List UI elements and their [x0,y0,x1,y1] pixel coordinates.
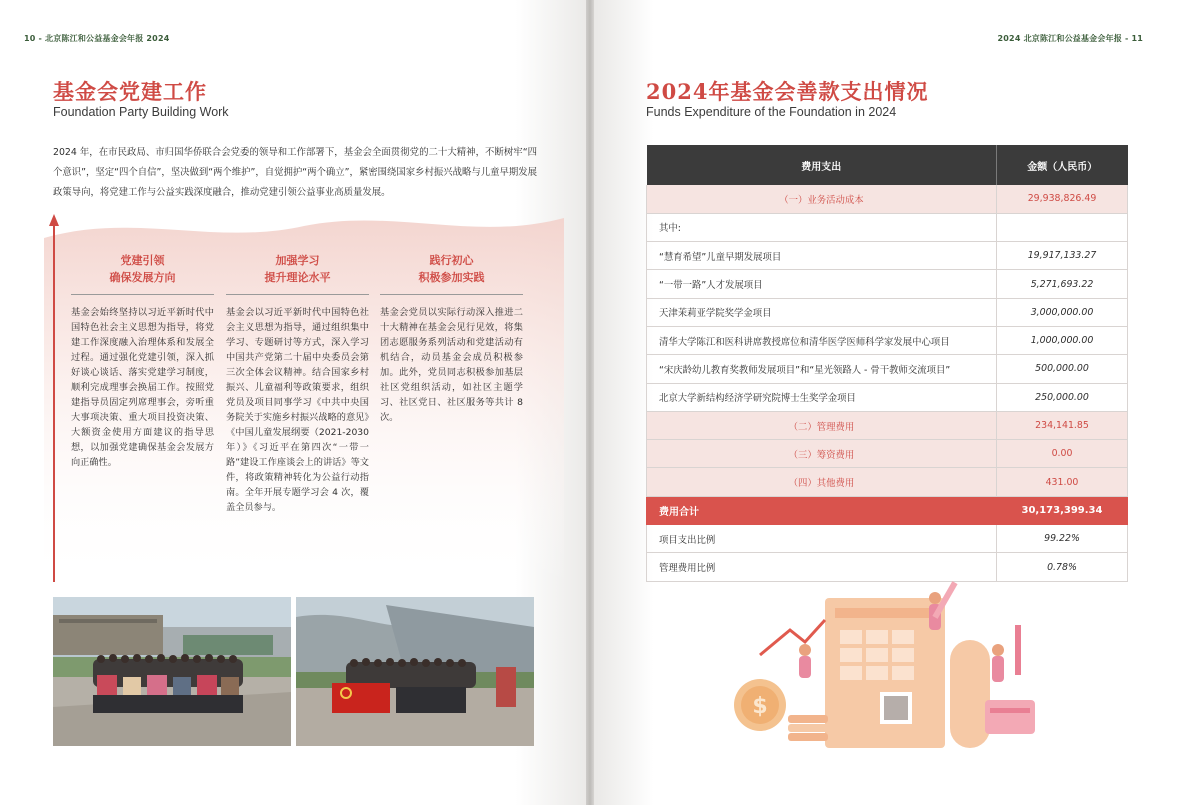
expense-label-cell: 费用合计 [647,496,997,524]
group-photo-plaza [53,597,291,746]
table-row [647,185,1128,213]
amount-cell: 5,271,693.22 [997,270,1128,298]
group-photo-flag [296,597,534,746]
left-running-head: 10 - 北京陈江和公益基金会年报 2024 [24,34,170,43]
column-title [226,252,369,286]
funds-expenditure-table [646,145,1128,582]
column-title-line2: 积极参加实践 [418,271,485,284]
column-divider [226,294,369,295]
table-row [647,298,1128,326]
column-title [380,252,523,286]
expense-label-cell: （二）管理费用 [647,411,997,439]
amount-cell: 19,917,133.27 [997,242,1128,270]
amount-cell: 29,938,826.49 [997,185,1128,213]
column-practice [380,252,523,425]
column-study [226,252,369,515]
expense-label-cell: 北京大学新结构经济学研究院博士生奖学金项目 [647,383,997,411]
table-row [647,440,1128,468]
expense-label-cell: “一带一路”人才发展项目 [647,270,997,298]
table-row [647,383,1128,411]
column-title [71,252,214,286]
arrow-up-icon [49,214,59,226]
left-page-title: 基金会党建工作 [53,79,207,104]
table-row [647,525,1128,553]
header-expense: 费用支出 [647,145,997,185]
expense-label-cell: （三）筹资费用 [647,440,997,468]
table-header-row [647,145,1128,185]
table-row [647,411,1128,439]
svg-text:$: $ [752,694,768,719]
finance-illustration [730,580,1060,750]
left-page [0,0,586,805]
right-page-subtitle: Funds Expenditure of the Foundation in 2024 [646,105,897,119]
column-party-leadership [71,252,214,470]
expense-label-cell: 天津茉莉亚学院奖学金项目 [647,298,997,326]
intro-paragraph: 2024 年，在市民政局、市归国华侨联合会党委的领导和工作部署下，基金会全面贯彻党的二十大精神，不断树牢“四个意识”，坚定“四个自信”，坚决做到“两个维护”，自觉拥护“两个确立”，紧密围绕国家乡村振兴战略与儿童早期发展政策导向，将党建工作与公益实践深度融合，推动党建引领公益事业高质量发展。 [53,147,538,198]
column-title-line1: 践行初心 [429,254,474,267]
column-title-line2: 确保发展方向 [109,271,176,284]
amount-cell: 30,173,399.34 [997,496,1128,524]
table-row [647,213,1128,241]
table-row [647,326,1128,354]
column-divider [71,294,214,295]
amount-cell: 500,000.00 [997,355,1128,383]
expense-label-cell: “宋庆龄幼儿教育奖教师发展项目”和“星光领路人 - 骨干教师交流项目” [647,355,997,383]
table-row [647,553,1128,581]
column-text: 基金会以习近平新时代中国特色社会主义思想为指导，通过组织集中学习、专题研讨等方式，深入学习中国共产党第二十届中央委员会第三次全体会议精神。结合国家乡村振兴、儿童福利等政策要求，组织党员及项目同事学习《中共中央国务院关于实施乡村振兴战略的意见》《中国儿童发展纲要（2021-2030 年）》《习近平在第四次“一带一路”建设工作座谈会上的讲话》等文件，将政策精神转化为公益行动指南。全年开展专题学习会 4 次，覆盖全员参与。 [226,307,369,513]
amount-cell: 431.00 [997,468,1128,496]
expense-label-cell: 清华大学陈江和医科讲席教授席位和清华医学医师科学家发展中心项目 [647,326,997,354]
amount-cell: 250,000.00 [997,383,1128,411]
book-gutter [586,0,594,805]
amount-cell: 0.78% [997,553,1128,581]
table-row [647,496,1128,524]
expense-label-cell: 其中: [647,213,997,241]
column-divider [380,294,523,295]
amount-cell: 3,000,000.00 [997,298,1128,326]
amount-cell: 99.22% [997,525,1128,553]
timeline-arrow-line [53,226,55,582]
column-text: 基金会始终坚持以习近平新时代中国特色社会主义思想为指导，将党建工作深度融入治理体系和发展全过程。通过强化党建引领，深入抓好谈心谈话、落实党建学习制度，顺利完成理事会换届工作。按照党建指导员固定列席理事会，旁听重大事项决策、重大项目投资决策、大额资金使用方面建议的指导思想，以加强党建确保基金会发展方向正确性。 [71,307,214,468]
expense-label-cell: （四）其他费用 [647,468,997,496]
right-running-head: 2024 北京陈江和公益基金会年报 - 11 [997,34,1143,43]
amount-cell: 1,000,000.00 [997,326,1128,354]
expense-label-cell: 项目支出比例 [647,525,997,553]
amount-cell: 0.00 [997,440,1128,468]
right-page-title: 2024年基金会善款支出情况 [646,79,929,104]
table-body [647,185,1128,581]
table-row [647,242,1128,270]
expense-label-cell: “慧育希望”儿童早期发展项目 [647,242,997,270]
left-page-subtitle: Foundation Party Building Work [53,105,229,119]
column-title-line1: 党建引领 [120,254,165,267]
amount-cell: 234,141.85 [997,411,1128,439]
expense-label-cell: （一）业务活动成本 [647,185,997,213]
amount-cell [997,213,1128,241]
expense-label-cell: 管理费用比例 [647,553,997,581]
table-row [647,270,1128,298]
table-row [647,355,1128,383]
table-row [647,468,1128,496]
column-text: 基金会党员以实际行动深入推进二十大精神在基金会见行见效，将集团志愿服务系列活动和党建活动有机结合，动员基金会成员积极参加。此外，党员同志积极参加基层社区党组织活动，如社区主题学习、社区党日、社区服务等共计 8 次。 [380,307,523,423]
header-amount: 金额（人民币） [997,145,1128,185]
column-title-line1: 加强学习 [275,254,320,267]
column-title-line2: 提升理论水平 [264,271,331,284]
